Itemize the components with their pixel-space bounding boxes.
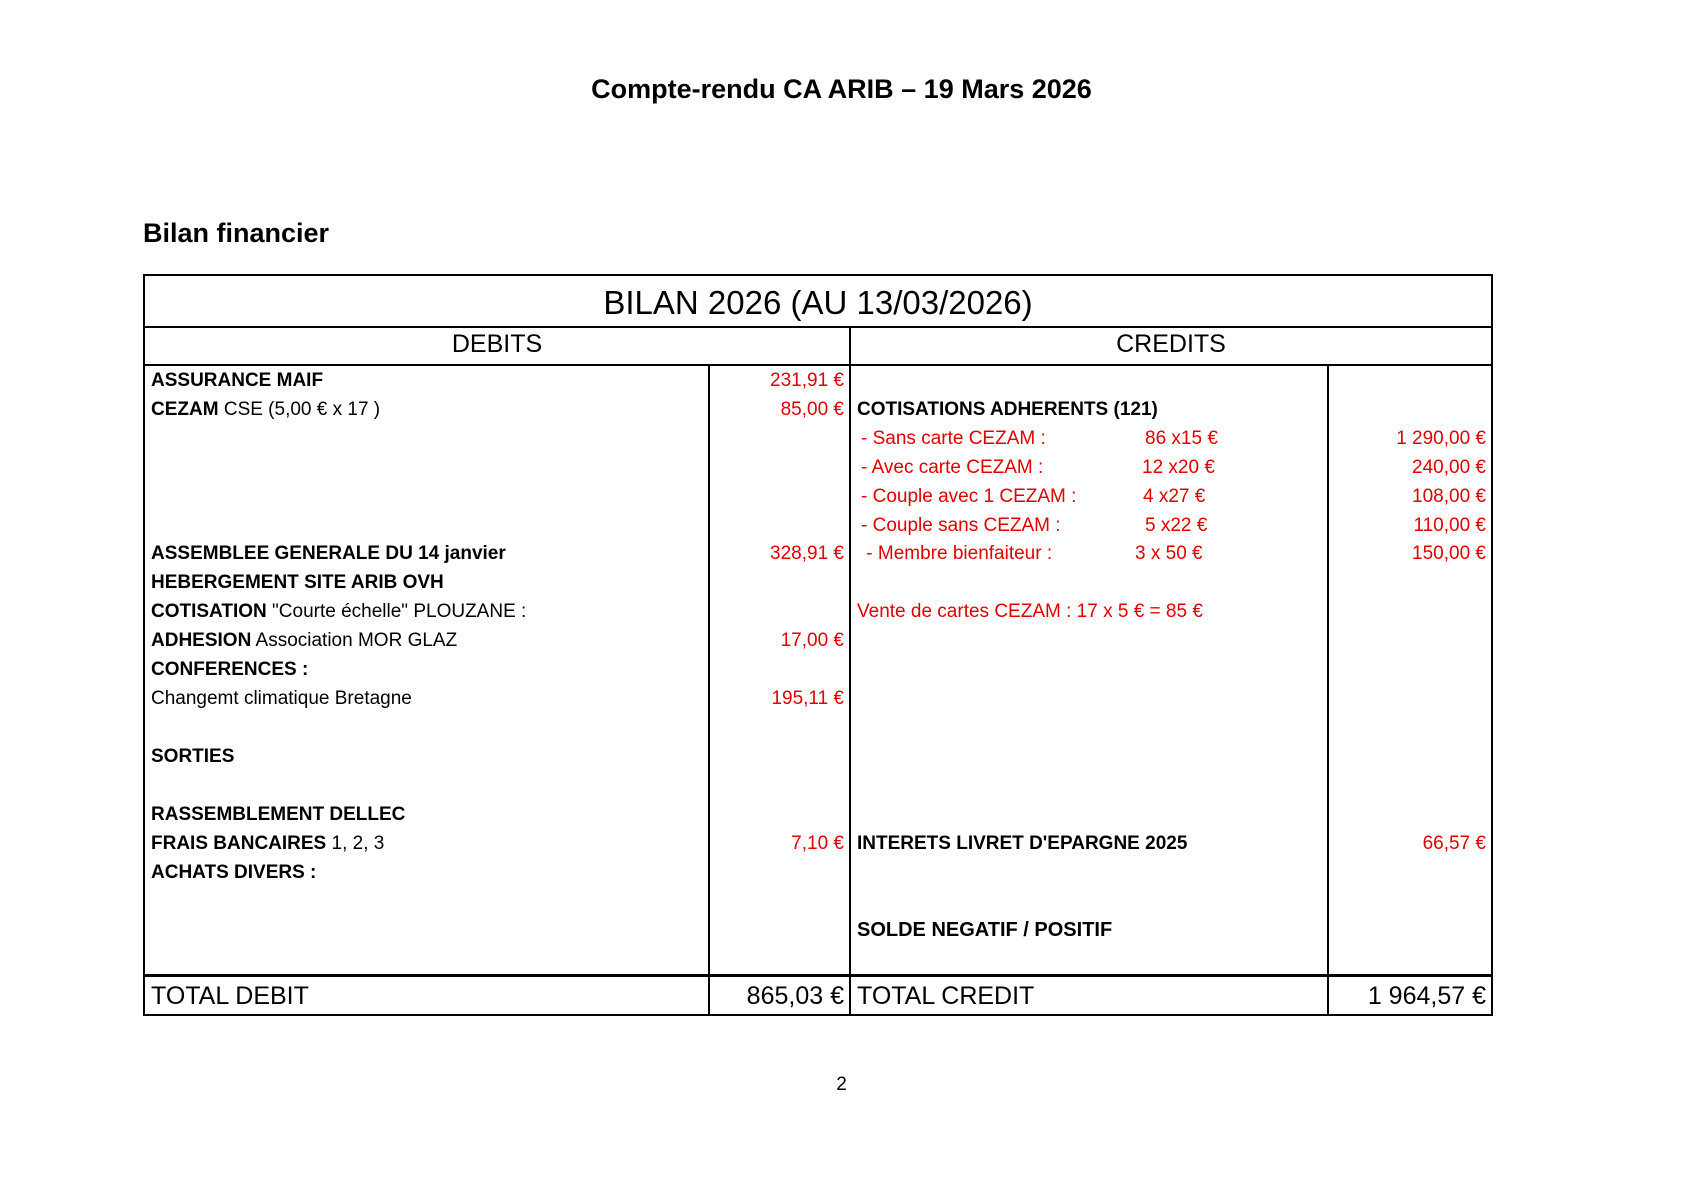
total-debit-amount: 865,03 € bbox=[746, 982, 844, 1010]
credit-row-label: - Couple avec 1 CEZAM : bbox=[861, 486, 1077, 507]
debit-frais bbox=[151, 829, 384, 858]
debit-cotisation-rest: "Courte échelle" PLOUZANE : bbox=[266, 601, 527, 622]
debit-hebergement: HEBERGEMENT SITE ARIB OVH bbox=[151, 572, 444, 593]
debit-cotisation-bold: COTISATION bbox=[151, 601, 267, 622]
debit-adhesion-amount: 17,00 € bbox=[780, 630, 844, 651]
credit-row-calc: 86 x15 € bbox=[1145, 428, 1218, 449]
debit-cotisation bbox=[151, 597, 526, 626]
credit-solde: SOLDE NEGATIF / POSITIF bbox=[857, 919, 1113, 941]
debit-cezam bbox=[151, 395, 380, 424]
debit-assurance-amount: 231,91 € bbox=[770, 370, 844, 391]
credit-row-amount: 110,00 € bbox=[1413, 515, 1486, 536]
debit-ag-amount: 328,91 € bbox=[770, 543, 844, 564]
credit-row-amount: 240,00 € bbox=[1412, 457, 1486, 478]
bilan-table bbox=[143, 274, 1493, 1016]
debit-rassemblement: RASSEMBLEMENT DELLEC bbox=[151, 804, 406, 825]
divider-debit-credit bbox=[849, 326, 851, 1014]
page-title: Compte-rendu CA ARIB – 19 Mars 2026 bbox=[591, 74, 1092, 104]
debit-adhesion-rest: Association MOR GLAZ bbox=[251, 630, 458, 651]
debit-frais-rest: 1, 2, 3 bbox=[326, 833, 385, 854]
debit-achats: ACHATS DIVERS : bbox=[151, 862, 317, 883]
credit-vente: Vente de cartes CEZAM : 17 x 5 € = 85 € bbox=[857, 601, 1203, 622]
total-debit-label: TOTAL DEBIT bbox=[151, 982, 309, 1010]
credit-row-calc: 5 x22 € bbox=[1145, 515, 1208, 536]
credits-header: CREDITS bbox=[1116, 330, 1226, 358]
credit-interets: INTERETS LIVRET D'EPARGNE 2025 bbox=[857, 833, 1188, 854]
debit-sorties: SORTIES bbox=[151, 746, 235, 767]
credit-row-label: - Avec carte CEZAM : bbox=[861, 457, 1044, 478]
divider-title bbox=[145, 326, 1491, 328]
total-credit-label: TOTAL CREDIT bbox=[857, 982, 1035, 1010]
credit-row-amount: 1 290,00 € bbox=[1396, 428, 1486, 449]
section-title: Bilan financier bbox=[143, 218, 330, 248]
debit-adhesion-bold: ADHESION bbox=[151, 630, 252, 651]
credit-row-label: - Membre bienfaiteur : bbox=[861, 543, 1053, 564]
credit-row-calc: 12 x20 € bbox=[1142, 457, 1215, 478]
debit-changement-amount: 195,11 € bbox=[771, 688, 844, 709]
credit-row-calc: 4 x27 € bbox=[1143, 486, 1206, 507]
debit-cezam-rest: CSE (5,00 € x 17 ) bbox=[218, 399, 381, 420]
debit-frais-amount: 7,10 € bbox=[791, 833, 844, 854]
debit-conferences: CONFERENCES : bbox=[151, 659, 309, 680]
debits-header: DEBITS bbox=[451, 330, 543, 358]
debit-cezam-bold: CEZAM bbox=[151, 399, 219, 420]
debit-adhesion bbox=[151, 626, 457, 655]
bilan-title: BILAN 2026 (AU 13/03/2026) bbox=[603, 284, 1033, 321]
credit-row-calc: 3 x 50 € bbox=[1135, 543, 1203, 564]
page-number: 2 bbox=[836, 1074, 847, 1095]
debit-cezam-amount: 85,00 € bbox=[780, 399, 844, 420]
credit-interets-amount: 66,57 € bbox=[1422, 833, 1486, 854]
credit-row-amount: 150,00 € bbox=[1412, 543, 1486, 564]
credit-row-label: - Sans carte CEZAM : bbox=[861, 428, 1046, 449]
debit-changement: Changemt climatique Bretagne bbox=[151, 688, 412, 709]
credit-row-amount: 108,00 € bbox=[1412, 486, 1486, 507]
debit-frais-bold: FRAIS BANCAIRES bbox=[151, 833, 327, 854]
total-credit-amount: 1 964,57 € bbox=[1367, 982, 1486, 1010]
credit-row-label: - Couple sans CEZAM : bbox=[861, 515, 1061, 536]
debit-assurance: ASSURANCE MAIF bbox=[151, 370, 324, 391]
debit-ag: ASSEMBLEE GENERALE DU 14 janvier bbox=[151, 543, 506, 564]
credit-cotisations-title: COTISATIONS ADHERENTS (121) bbox=[857, 399, 1158, 420]
